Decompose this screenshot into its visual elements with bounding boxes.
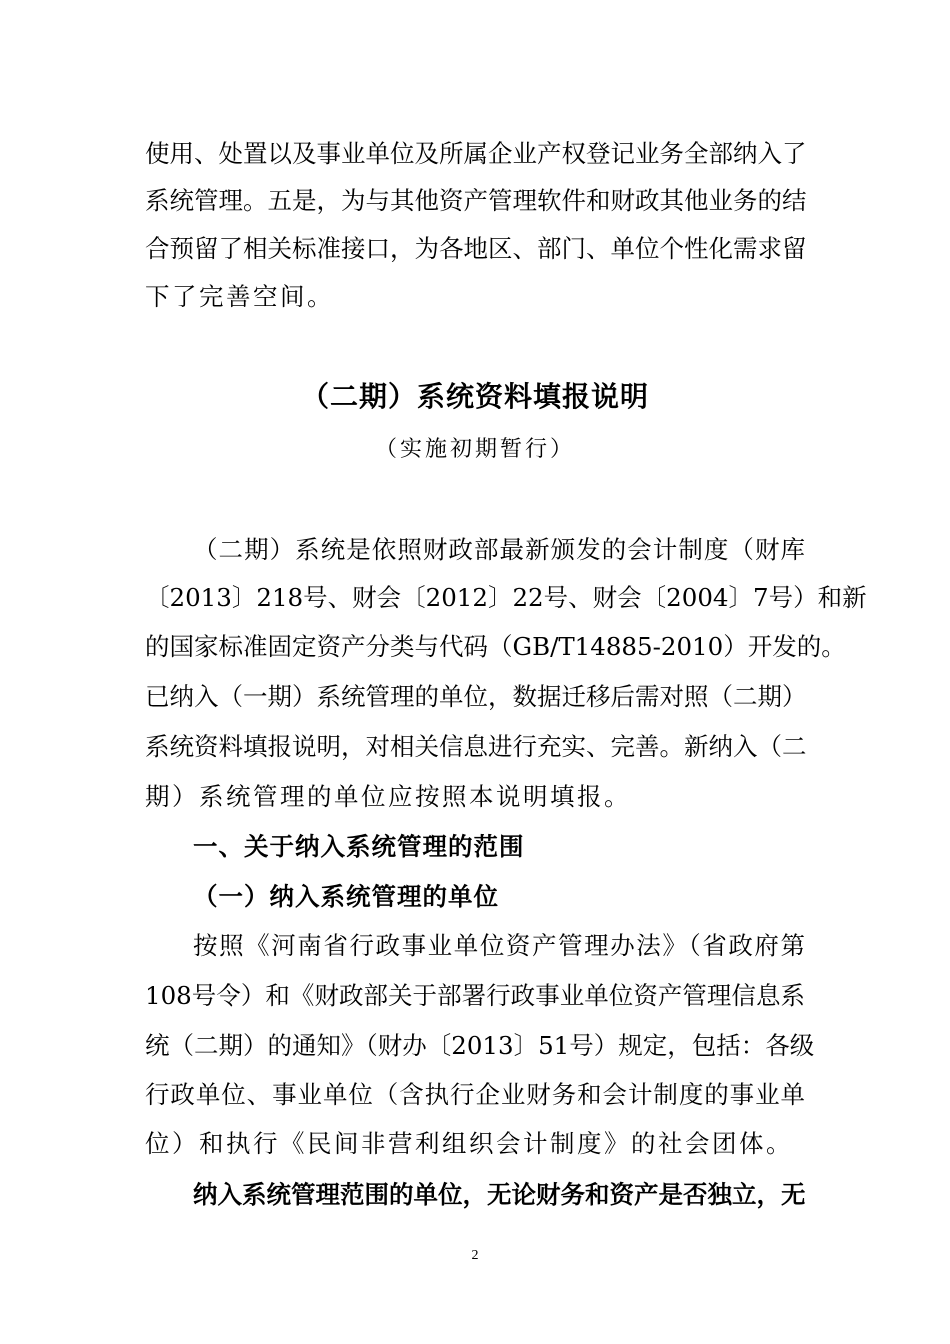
text-line: 〔2013〕218号、财会〔2012〕22号、财会〔2004〕7号）和新 (145, 583, 867, 612)
text-line: 系统管理。五是，为与其他资产管理软件和财政其他业务的结 (145, 186, 807, 215)
text-line: 系统资料填报说明，对相关信息进行充实、完善。新纳入（二 (145, 732, 807, 761)
text-line: 行政单位、事业单位（含执行企业财务和会计制度的事业单 (145, 1080, 805, 1109)
text-line: 的国家标准固定资产分类与代码（GB/T14885-2010）开发的。 (145, 632, 846, 661)
document-title: （二期）系统资料填报说明 (300, 380, 649, 413)
text-line: 位）和执行《民间非营利组织会计制度》的社会团体。 (145, 1129, 793, 1158)
text-line: 已纳入（一期）系统管理的单位，数据迁移后需对照（二期） (145, 682, 807, 711)
bold-text-line: 纳入系统管理范围的单位，无论财务和资产是否独立，无 (193, 1180, 806, 1209)
section-heading: 一、关于纳入系统管理的范围 (193, 832, 525, 861)
document-subtitle: （实施初期暂行） (374, 437, 575, 462)
text-line: （二期）系统是依照财政部最新颁发的会计制度（财库 (193, 535, 805, 564)
text-line: 使用、处置以及事业单位及所属企业产权登记业务全部纳入了 (145, 139, 807, 168)
text-line: 108号令）和《财政部关于部署行政事业单位资产管理信息系 (145, 981, 805, 1010)
text-line: 统（二期）的通知》（财办〔2013〕51号）规定，包括：各级 (145, 1031, 815, 1060)
subsection-heading: （一）纳入系统管理的单位 (193, 882, 499, 911)
text-line: 按照《河南省行政事业单位资产管理办法》（省政府第 (193, 931, 805, 960)
page-number: 2 (471, 1248, 479, 1263)
text-line: 下了完善空间。 (145, 282, 334, 311)
text-line: 期）系统管理的单位应按照本说明填报。 (145, 782, 631, 811)
text-line: 合预留了相关标准接口，为各地区、部门、单位个性化需求留 (145, 234, 807, 263)
